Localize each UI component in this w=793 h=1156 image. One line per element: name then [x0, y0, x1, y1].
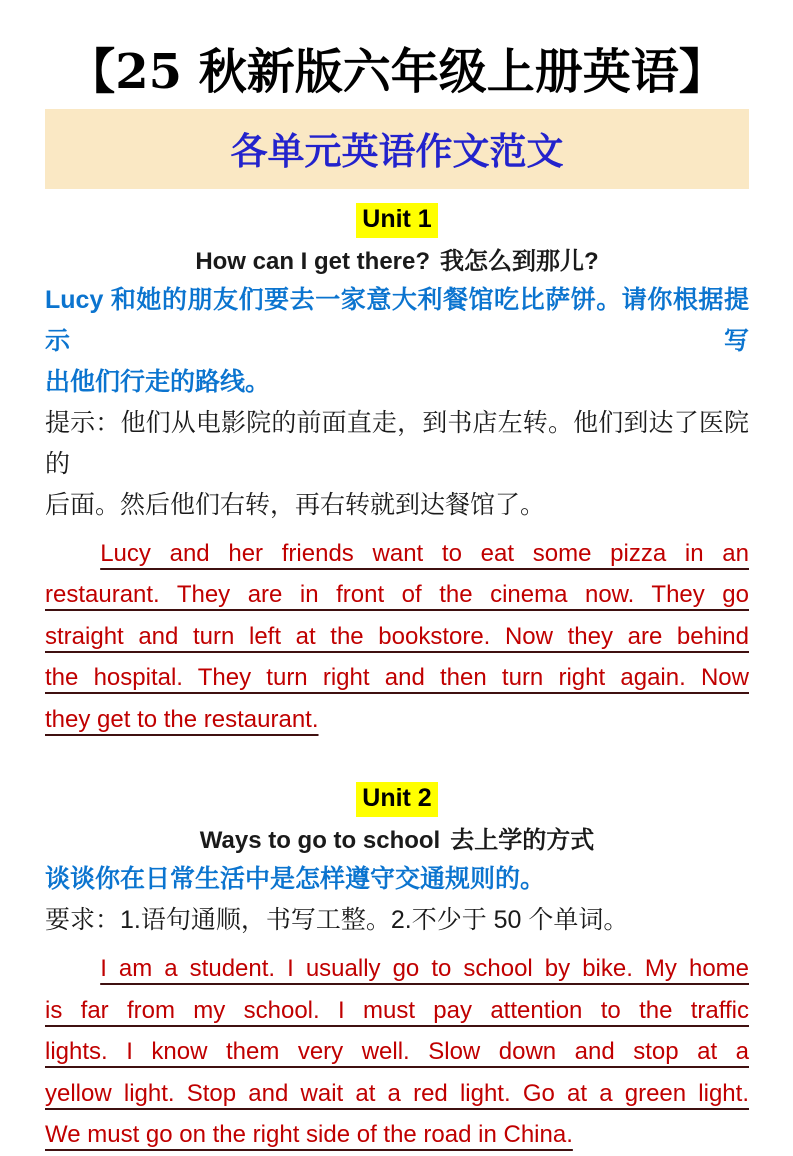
text-line: 要求：1.语句通顺，书写工整。2.不少于 50 个单词。: [45, 906, 629, 935]
text-line: 后面。然后他们右转，再右转就到达餐馆了。: [45, 490, 546, 519]
text-line: I am a student. I usually go to school by bike. My home: [100, 955, 749, 983]
doc-subtitle: 各单元英语作文范文: [230, 128, 564, 173]
unit-2-essay: [45, 948, 749, 1156]
unit-1-essay: [45, 533, 749, 741]
text-line: yellow light. Stop and wait at a red light. Go at a green light.: [45, 1079, 749, 1107]
unit-1-prompt: [45, 280, 749, 403]
text-line: they get to the restaurant.: [45, 705, 319, 733]
doc-title: 【25 秋新版六年级上册英语】: [67, 44, 727, 100]
unit-2-label: Unit 2: [356, 782, 437, 817]
text-line: 提示：他们从电影院的前面直走，到书店左转。他们到达了医院的: [45, 408, 749, 478]
unit-2-section: [45, 782, 749, 1156]
text-line: 出他们行走的路线。: [45, 367, 271, 396]
text-line: straight and turn left at the bookstore. Now they are behind: [45, 622, 749, 650]
text-line: lights. I know them very well. Slow down and stop at a: [45, 1038, 749, 1066]
unit-2-heading-zh: 去上学的方式: [450, 827, 595, 855]
unit-2-prompt: [45, 859, 749, 900]
unit-1-hint: [45, 403, 749, 526]
unit-1-section: [45, 203, 749, 741]
text-line: Lucy and her friends want to eat some pizza in an: [100, 539, 749, 567]
unit-2-heading-en: Ways to go to school: [199, 827, 441, 855]
text-line: is far from my school. I must pay attention to the traffic: [45, 996, 749, 1024]
text-line: We must go on the right side of the road in China.: [45, 1121, 573, 1149]
unit-2-label-row: [45, 782, 749, 817]
unit-1-heading: [45, 245, 749, 280]
unit-1-heading-en: How can I get there?: [195, 247, 431, 275]
text-line: restaurant. They are in front of the cinema now. They go: [45, 581, 749, 609]
text-line: Lucy 和她的朋友们要去一家意大利餐馆吃比萨饼。请你根据提示写: [45, 285, 749, 355]
unit-2-hint: [45, 900, 749, 941]
unit-1-heading-zh: 我怎么到那儿?: [440, 247, 599, 275]
text-line: 谈谈你在日常生活中是怎样遵守交通规则的。: [45, 865, 546, 894]
subtitle-banner: [45, 109, 749, 189]
text-line: the hospital. They turn right and then turn right again. Now: [45, 664, 749, 692]
unit-1-label: Unit 1: [356, 203, 437, 238]
unit-2-heading: [45, 824, 749, 859]
unit-1-label-row: [45, 203, 749, 238]
